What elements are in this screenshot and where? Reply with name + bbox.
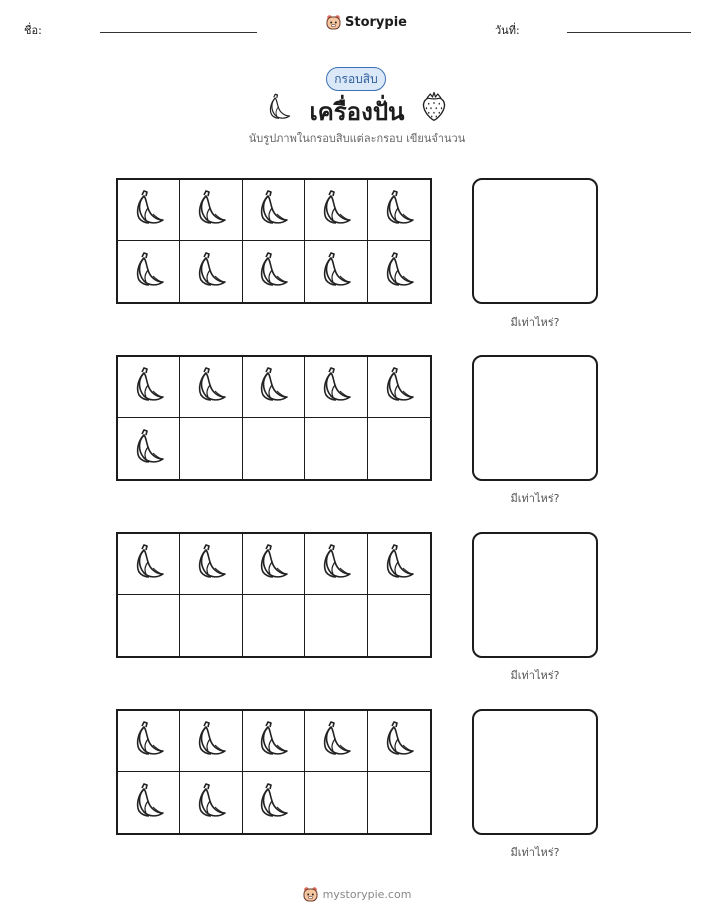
banana-icon	[316, 363, 356, 411]
frame-cell	[118, 595, 180, 656]
banana-icon	[379, 186, 419, 234]
banana-icon	[191, 363, 231, 411]
storypie-logo-icon	[326, 14, 341, 30]
frame-cell	[368, 772, 430, 833]
question-label-1: มีเท่าไหร่?	[510, 316, 560, 329]
answer-box-1[interactable]	[472, 178, 598, 304]
frame-cell	[180, 180, 242, 241]
banana-icon	[129, 248, 169, 296]
banana-icon	[129, 717, 169, 765]
frame-cell	[368, 595, 430, 656]
banana-icon	[253, 248, 293, 296]
frame-cell	[305, 711, 367, 772]
frame-cell	[118, 711, 180, 772]
question-label-3: มีเท่าไหร่?	[510, 669, 560, 682]
banana-icon	[129, 779, 169, 827]
ten-frame-3	[116, 532, 432, 658]
ten-frame-1	[116, 178, 432, 304]
answer-box-4[interactable]	[472, 709, 598, 835]
frame-cell	[243, 534, 305, 595]
frame-cell	[368, 357, 430, 418]
banana-icon	[316, 248, 356, 296]
frame-cell	[118, 357, 180, 418]
frame-cell	[180, 534, 242, 595]
banana-icon	[129, 540, 169, 588]
banana-icon	[253, 186, 293, 234]
banana-icon	[253, 717, 293, 765]
frame-cell	[180, 241, 242, 302]
page-title: เครื่องปั่น	[309, 98, 405, 126]
frame-cell	[243, 180, 305, 241]
frame-cell	[180, 595, 242, 656]
frame-cell	[118, 418, 180, 479]
banana-icon	[191, 779, 231, 827]
answer-box-3[interactable]	[472, 532, 598, 658]
answer-box-2[interactable]	[472, 355, 598, 481]
banana-icon	[253, 540, 293, 588]
frame-cell	[305, 595, 367, 656]
frame-cell	[243, 418, 305, 479]
frame-cell	[368, 180, 430, 241]
banana-icon	[129, 363, 169, 411]
frame-cell	[305, 180, 367, 241]
banana-icon	[316, 540, 356, 588]
banana-icon	[129, 425, 169, 473]
frame-cell	[368, 534, 430, 595]
ten-frame-2	[116, 355, 432, 481]
frame-cell	[243, 711, 305, 772]
topic-badge: กรอบสิบ	[326, 67, 386, 91]
frame-cell	[368, 418, 430, 479]
frame-cell	[243, 357, 305, 418]
frame-cell	[180, 711, 242, 772]
banana-icon	[379, 248, 419, 296]
frame-cell	[243, 772, 305, 833]
name-label: ชื่อ:	[24, 24, 42, 37]
frame-cell	[180, 772, 242, 833]
strawberry-icon	[419, 90, 449, 122]
banana-icon	[253, 363, 293, 411]
instructions: นับรูปภาพในกรอบสิบแต่ละกรอบ เขียนจำนวน	[248, 132, 466, 145]
frame-cell	[305, 418, 367, 479]
frame-cell	[180, 418, 242, 479]
banana-icon	[253, 779, 293, 827]
brand-name: Storypie	[345, 14, 407, 30]
frame-cell	[368, 241, 430, 302]
frame-cell	[118, 772, 180, 833]
footer-url[interactable]: mystorypie.com	[322, 887, 412, 901]
banana-icon	[129, 186, 169, 234]
banana-icon	[191, 248, 231, 296]
brand	[326, 14, 407, 30]
date-label: วันที่:	[495, 24, 520, 37]
frame-cell	[305, 772, 367, 833]
frame-cell	[118, 534, 180, 595]
frame-cell	[305, 534, 367, 595]
frame-cell	[118, 180, 180, 241]
question-label-4: มีเท่าไหร่?	[510, 846, 560, 859]
frame-cell	[118, 241, 180, 302]
banana-icon	[316, 186, 356, 234]
ten-frame-4	[116, 709, 432, 835]
frame-cell	[305, 357, 367, 418]
date-line[interactable]	[567, 32, 691, 33]
name-line[interactable]	[100, 32, 257, 33]
frame-cell	[243, 595, 305, 656]
banana-icon	[379, 540, 419, 588]
banana-icon	[379, 717, 419, 765]
question-label-2: มีเท่าไหร่?	[510, 492, 560, 505]
banana-icon	[379, 363, 419, 411]
banana-icon	[191, 717, 231, 765]
banana-icon	[191, 186, 231, 234]
frame-cell	[305, 241, 367, 302]
banana-icon	[316, 717, 356, 765]
storypie-logo-icon	[303, 886, 318, 902]
footer	[0, 886, 714, 902]
frame-cell	[368, 711, 430, 772]
banana-icon	[191, 540, 231, 588]
frame-cell	[243, 241, 305, 302]
frame-cell	[180, 357, 242, 418]
